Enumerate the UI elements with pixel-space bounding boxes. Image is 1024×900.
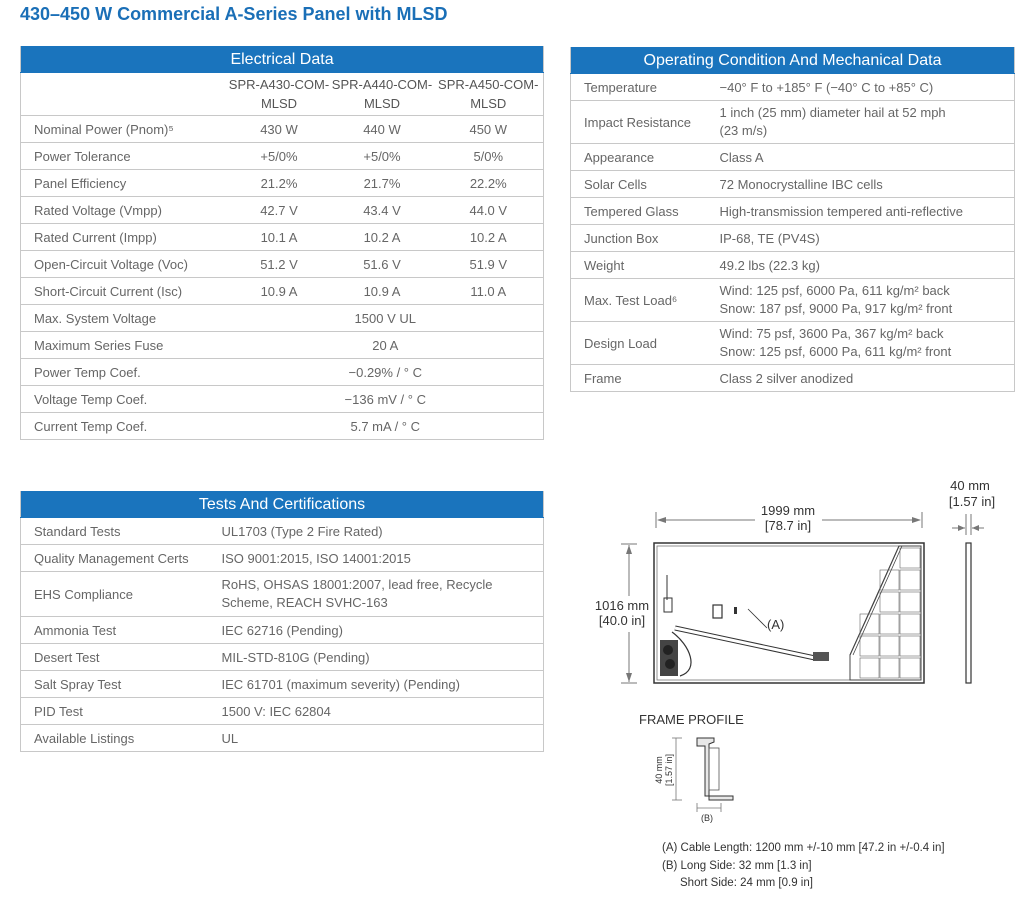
- row-label: Solar Cells: [571, 171, 710, 198]
- length-in-label: [78.7 in]: [764, 518, 812, 533]
- table-row: Impact Resistance 1 inch (25 mm) diameter hail at 52 mph (23 m/s): [571, 101, 1015, 144]
- row-label: Ammonia Test: [21, 617, 212, 644]
- table-row: Appearance Class A: [571, 144, 1015, 171]
- note-cable-length: (A) Cable Length: 1200 mm +/-10 mm [47.2 in +/-0.4 in]: [662, 842, 945, 854]
- diagram-notes: [662, 840, 945, 893]
- table-row: Frame Class 2 silver anodized: [571, 365, 1015, 392]
- electrical-data-table: [20, 46, 544, 440]
- row-label: Junction Box: [571, 225, 710, 252]
- row-label: Rated Voltage (Vmpp): [21, 197, 228, 224]
- row-label: Current Temp Coef.: [21, 413, 228, 440]
- row-label: Power Temp Coef.: [21, 359, 228, 386]
- row-label: Quality Management Certs: [21, 545, 212, 572]
- note-long-side: (B) Long Side: 32 mm [1.3 in]: [662, 859, 812, 872]
- row-label: Panel Efficiency: [21, 170, 228, 197]
- table-row: Junction Box IP-68, TE (PV4S): [571, 225, 1015, 252]
- row-label: Short-Circuit Current (Isc): [21, 278, 228, 305]
- model-name: SPR-A440-COM-MLSD: [331, 73, 434, 116]
- page-title: 430–450 W Commercial A-Series Panel with MLSD: [20, 4, 448, 24]
- table-row: Rated Voltage (Vmpp) 42.7 V 43.4 V 44.0 V: [21, 197, 544, 224]
- table-row: PID Test 1500 V: IEC 62804: [21, 698, 544, 725]
- row-label: Salt Spray Test: [21, 671, 212, 698]
- table-row: Power Tolerance +5/0% +5/0% 5/0%: [21, 143, 544, 170]
- profile-height-mm: 40 mm: [654, 756, 664, 784]
- frame-profile-drawing: [654, 738, 733, 823]
- frame-profile-title: FRAME PROFILE: [639, 712, 744, 727]
- panel-back-view: [654, 543, 924, 683]
- width-in-label: [40.0 in]: [598, 613, 646, 628]
- model-name: SPR-A450-COM-MLSD: [434, 73, 544, 116]
- length-mm-label: 1999 mm: [760, 503, 816, 518]
- row-label: Maximum Series Fuse: [21, 332, 228, 359]
- table-row: Tempered Glass High-transmission tempered anti-reflective: [571, 198, 1015, 225]
- electrical-data-header: Electrical Data: [21, 46, 544, 73]
- table-row: Weight 49.2 lbs (22.3 kg): [571, 252, 1015, 279]
- table-row: Voltage Temp Coef. −136 mV / ° C: [21, 386, 544, 413]
- table-row: Standard Tests UL1703 (Type 2 Fire Rated): [21, 518, 544, 545]
- row-label: PID Test: [21, 698, 212, 725]
- operating-condition-table: [570, 47, 1015, 392]
- panel-dimension-diagram: [560, 470, 1020, 890]
- row-label: Available Listings: [21, 725, 212, 752]
- table-row: Nominal Power (Pnom)⁵ 430 W 440 W 450 W: [21, 116, 544, 143]
- tests-certifications-table: [20, 491, 544, 752]
- table-row: Panel Efficiency 21.2% 21.7% 22.2%: [21, 170, 544, 197]
- operating-condition-header: Operating Condition And Mechanical Data: [571, 47, 1015, 74]
- row-label: Power Tolerance: [21, 143, 228, 170]
- row-label: Voltage Temp Coef.: [21, 386, 228, 413]
- table-row: Salt Spray Test IEC 61701 (maximum severity) (Pending): [21, 671, 544, 698]
- row-label: Rated Current (Impp): [21, 224, 228, 251]
- table-row: Design Load Wind: 75 psf, 3600 Pa, 367 kg/m² back Snow: 125 psf, 6000 Pa, 611 kg/m² front: [571, 322, 1015, 365]
- profile-marker: (B): [701, 813, 713, 823]
- tests-certifications-header: Tests And Certifications: [21, 491, 544, 518]
- row-label: Nominal Power (Pnom)⁵: [21, 116, 228, 143]
- depth-mm-label: 40 mm: [950, 478, 990, 493]
- table-row: Maximum Series Fuse 20 A: [21, 332, 544, 359]
- table-row: Desert Test MIL-STD-810G (Pending): [21, 644, 544, 671]
- table-row: Max. System Voltage 1500 V UL: [21, 305, 544, 332]
- row-label: Open-Circuit Voltage (Voc): [21, 251, 228, 278]
- table-row: Temperature −40° F to +185° F (−40° C to +85° C): [571, 74, 1015, 101]
- table-row: EHS Compliance RoHS, OHSAS 18001:2007, lead free, Recycle Scheme, REACH SVHC-163: [21, 572, 544, 617]
- cable-marker: (A): [767, 617, 785, 632]
- table-row: Open-Circuit Voltage (Voc) 51.2 V 51.6 V 51.9 V: [21, 251, 544, 278]
- row-label: Max. Test Load⁶: [571, 279, 710, 322]
- row-label: Standard Tests: [21, 518, 212, 545]
- table-row: Solar Cells 72 Monocrystalline IBC cells: [571, 171, 1015, 198]
- table-row: Max. Test Load⁶ Wind: 125 psf, 6000 Pa, 611 kg/m² back Snow: 187 psf, 9000 Pa, 917 kg/m² front: [571, 279, 1015, 322]
- row-label: Design Load: [571, 322, 710, 365]
- row-label: Max. System Voltage: [21, 305, 228, 332]
- table-row: Current Temp Coef. 5.7 mA / ° C: [21, 413, 544, 440]
- note-short-side: Short Side: 24 mm [0.9 in]: [680, 877, 813, 889]
- panel-side-view: [949, 478, 995, 683]
- table-row: Short-Circuit Current (Isc) 10.9 A 10.9 A 11.0 A: [21, 278, 544, 305]
- profile-height-in: [1.57 in]: [664, 753, 674, 787]
- model-name: SPR-A430-COM-MLSD: [228, 73, 331, 116]
- depth-in-label: [1.57 in]: [948, 494, 996, 509]
- row-label: Desert Test: [21, 644, 212, 671]
- row-label: Temperature: [571, 74, 710, 101]
- row-label: EHS Compliance: [21, 572, 212, 617]
- row-label: Appearance: [571, 144, 710, 171]
- table-row: Ammonia Test IEC 62716 (Pending): [21, 617, 544, 644]
- row-label: Impact Resistance: [571, 101, 710, 144]
- width-mm-label: 1016 mm: [594, 598, 650, 613]
- table-row: Power Temp Coef. −0.29% / ° C: [21, 359, 544, 386]
- row-label: Tempered Glass: [571, 198, 710, 225]
- row-label: Frame: [571, 365, 710, 392]
- table-row: Quality Management Certs ISO 9001:2015, ISO 14001:2015: [21, 545, 544, 572]
- row-label: Weight: [571, 252, 710, 279]
- table-row: Available Listings UL: [21, 725, 544, 752]
- table-row: Rated Current (Impp) 10.1 A 10.2 A 10.2 A: [21, 224, 544, 251]
